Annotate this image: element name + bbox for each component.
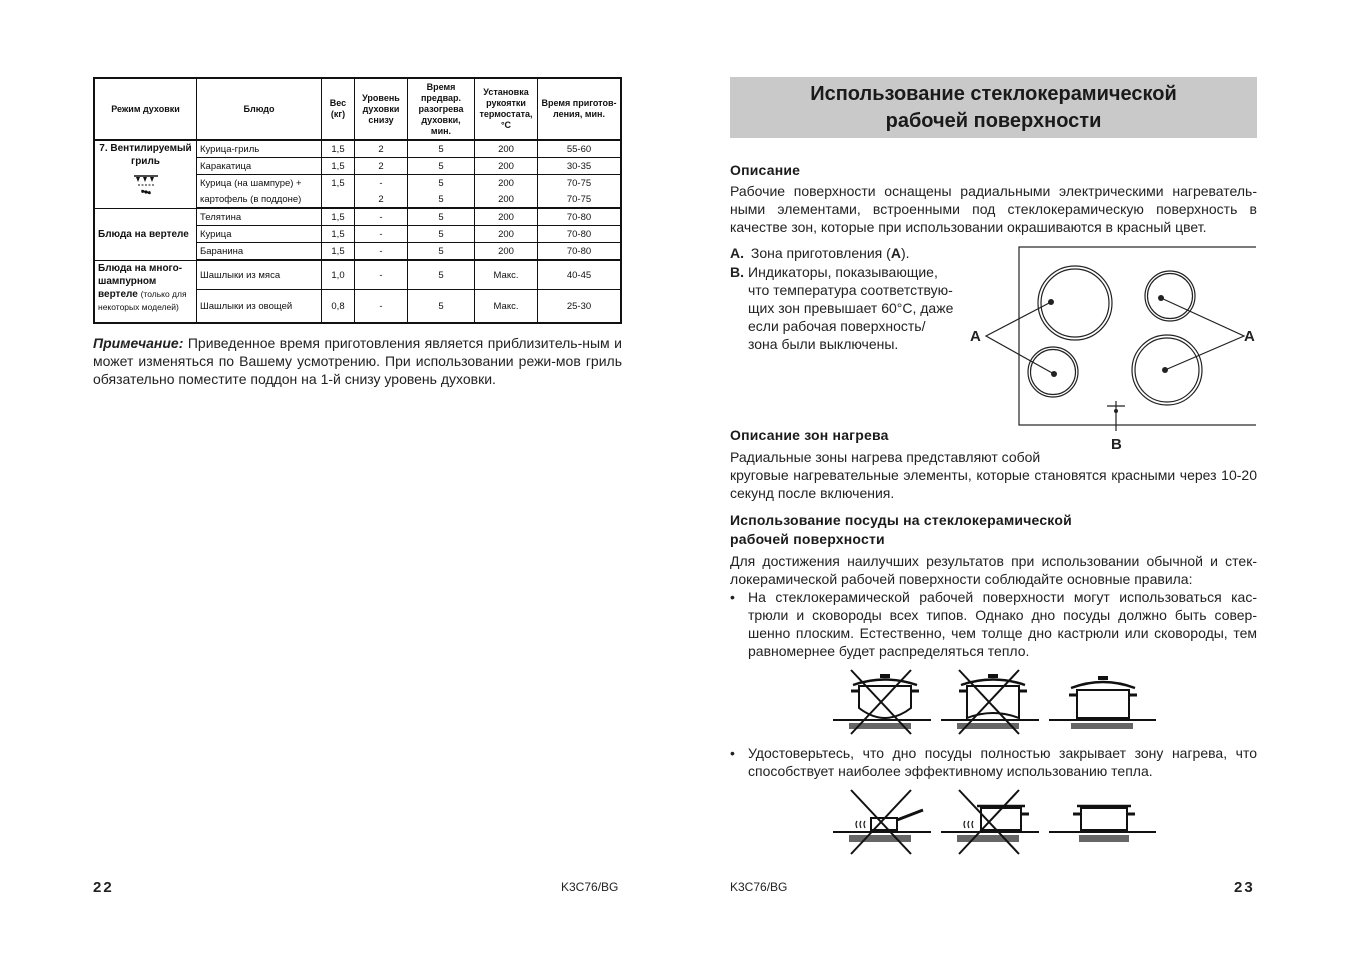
pot-too-small-icon xyxy=(941,790,1039,854)
item-b-line: что температура соответствую- xyxy=(748,282,953,298)
item-b-line: если рабочая поверхность/ xyxy=(748,318,926,334)
item-b-line: зона были выключены. xyxy=(748,336,899,352)
item-b-label: B. xyxy=(730,264,744,280)
oven-modes-table xyxy=(93,77,622,324)
mode-cell-fan-grill xyxy=(94,140,197,208)
cookware-intro: Для достижения наилучших результатов при использовании обычной и стек-локерамической рабочей поверхности соблюдайте основные правила: xyxy=(730,553,1257,587)
thermostat-cell: 200 xyxy=(475,140,538,158)
right-page xyxy=(676,0,1351,954)
zone-rear-right-small xyxy=(1145,271,1195,321)
mode-label: Блюда на много-шампурном вертеле xyxy=(98,262,183,300)
dish-cell: Курица-гриль xyxy=(197,140,322,158)
page-number-right: 23 xyxy=(1234,879,1255,896)
preheat-cell: 5 xyxy=(408,158,475,175)
dish-cell: Телятина xyxy=(197,208,322,226)
time-cell: 70-75 xyxy=(538,191,622,208)
dish-cell: Баранина xyxy=(197,243,322,261)
note-paragraph xyxy=(93,334,622,388)
item-a-text: Зона приготовления ( xyxy=(747,245,891,261)
pot-wrong-convex-icon xyxy=(833,670,931,734)
item-b-line: Индикаторы, показывающие, xyxy=(748,264,938,280)
level-cell: 2 xyxy=(355,140,408,158)
weight-cell: 0,8 xyxy=(322,290,355,324)
mode-note: (только для некоторых моделей) xyxy=(98,288,187,312)
level-cell: - xyxy=(355,243,408,261)
pot-wrong-concave-icon xyxy=(941,670,1039,734)
page-number-left: 22 xyxy=(93,879,114,896)
bullet-flat-bottom xyxy=(730,588,1257,660)
table-header-row xyxy=(94,78,621,140)
preheat-cell: 5 xyxy=(408,175,475,192)
thermostat-cell: Макс. xyxy=(475,290,538,324)
time-cell: 70-80 xyxy=(538,226,622,243)
dish-cell: Шашлыки из овощей xyxy=(197,290,322,324)
table-header-dish: Блюдо xyxy=(197,78,322,140)
level-cell: 2 xyxy=(355,191,408,208)
pot-bottom-illustrations xyxy=(831,668,1161,736)
thermostat-cell: 200 xyxy=(475,175,538,192)
dish-cell: Каракатица xyxy=(197,158,322,175)
weight-cell xyxy=(322,191,355,208)
cookware-heading-line-1: Использование посуды на стеклокерамической xyxy=(730,512,1072,528)
item-b xyxy=(730,263,962,353)
time-cell: 25-30 xyxy=(538,290,622,324)
cookware-heading-line-2: рабочей поверхности xyxy=(730,531,885,547)
weight-cell: 1,0 xyxy=(322,260,355,290)
preheat-cell: 5 xyxy=(408,243,475,261)
zones-text-line-1: Радиальные зоны нагрева представляют собой xyxy=(730,449,1041,465)
preheat-cell: 5 xyxy=(408,226,475,243)
table-header-weight: Вес (кг) xyxy=(322,78,355,140)
label-a-left: A xyxy=(970,328,981,345)
table-row xyxy=(94,208,621,226)
label-b: B xyxy=(1111,436,1122,453)
bullet-symbol: • xyxy=(730,745,735,761)
thermostat-cell: 200 xyxy=(475,191,538,208)
item-a-close: ). xyxy=(900,245,910,261)
item-a xyxy=(730,244,910,262)
bullet-text: Удостоверьтесь, что дно посуды полностью закрывает зону нагрева, что способствует наиболее эффективному использованию тепла. xyxy=(748,745,1257,779)
bullet-text: На стеклокерамической рабочей поверхности могут использоваться кас-трюли и сковороды всех типов. Однако дно посуды должно быть совер-шенно плоским. Естественно, чем толще дно кастрюли или сковороды, тем равномернее будет распределяться тепло. xyxy=(748,589,1257,659)
time-cell: 40-45 xyxy=(538,260,622,290)
thermostat-cell: 200 xyxy=(475,158,538,175)
preheat-cell: 5 xyxy=(408,260,475,290)
model-code-left: K3C76/BG xyxy=(561,880,619,894)
label-a-right: A xyxy=(1244,328,1255,345)
weight-cell: 1,5 xyxy=(322,243,355,261)
table-header-time: Время приготов-ления, мин. xyxy=(538,78,622,140)
cooktop-outline xyxy=(1019,247,1256,425)
thermostat-cell: 200 xyxy=(475,226,538,243)
table-row xyxy=(94,140,621,158)
preheat-cell: 5 xyxy=(408,191,475,208)
mode-label: 7. Вентилируемый гриль xyxy=(99,143,192,167)
indicator-dot xyxy=(1114,409,1118,413)
description-text: Рабочие поверхности оснащены радиальными электрическими нагреватель-ными элементами, встроенными под стеклокерамическую поверхность в качестве зон, которые при использовании окрашиваются в красный цвет. xyxy=(730,183,1257,235)
weight-cell: 1,5 xyxy=(322,140,355,158)
item-b-text xyxy=(748,263,962,353)
thermostat-cell: Макс. xyxy=(475,260,538,290)
thermostat-cell: 200 xyxy=(475,208,538,226)
item-a-bold: A xyxy=(890,245,901,261)
dish-cell: Курица xyxy=(197,226,322,243)
preheat-cell: 5 xyxy=(408,290,475,324)
table-header-thermostat: Установка рукоятки термостата, °С xyxy=(475,78,538,140)
preheat-cell: 5 xyxy=(408,208,475,226)
time-cell: 70-80 xyxy=(538,208,622,226)
page-title xyxy=(730,77,1257,138)
time-cell: 30-35 xyxy=(538,158,622,175)
mode-cell-multi-skewer xyxy=(94,260,197,323)
level-cell: - xyxy=(355,226,408,243)
thermostat-cell: 200 xyxy=(475,243,538,261)
level-cell: 2 xyxy=(355,158,408,175)
pot-correct-size-icon xyxy=(1049,806,1156,842)
description-heading: Описание xyxy=(730,162,801,178)
table-header-mode: Режим духовки xyxy=(94,78,197,140)
pan-too-small-icon xyxy=(833,790,931,854)
zones-heading: Описание зон нагрева xyxy=(730,427,889,443)
time-cell: 70-80 xyxy=(538,243,622,261)
cooktop-diagram xyxy=(966,240,1256,455)
bullet-cover-zone xyxy=(730,744,1257,780)
time-cell: 55-60 xyxy=(538,140,622,158)
note-label: Примечание: xyxy=(93,335,184,351)
page-title-line-2: рабочей поверхности xyxy=(885,110,1102,132)
table-row xyxy=(94,260,621,290)
table-header-level: Уровень духовки снизу xyxy=(355,78,408,140)
time-cell: 70-75 xyxy=(538,175,622,192)
dish-cell: картофель (в поддоне) xyxy=(197,191,322,208)
model-code-right: K3C76/BG xyxy=(730,880,788,894)
preheat-cell: 5 xyxy=(408,140,475,158)
level-cell: - xyxy=(355,260,408,290)
page-title-line-1: Использование стеклокерамической xyxy=(810,83,1177,105)
dish-cell: Курица (на шампуре) + xyxy=(197,175,322,192)
pot-size-illustrations xyxy=(831,788,1161,856)
table-header-preheat: Время предвар. разогрева духовки, мин. xyxy=(408,78,475,140)
note-text: Приведенное время приготовления является приблизитель-ным и может изменяться по Вашему усмотрению. При использовании режи-мов гриль обязательно поместите поддон на 1-й снизу уровень духовки. xyxy=(93,335,622,387)
level-cell: - xyxy=(355,175,408,192)
item-a-label: A. xyxy=(730,245,744,261)
weight-cell: 1,5 xyxy=(322,158,355,175)
bullet-symbol: • xyxy=(730,589,735,605)
level-cell: - xyxy=(355,208,408,226)
zones-text-rest: круговые нагревательные элементы, которые становятся красными через 10-20 секунд после включения. xyxy=(730,467,1257,501)
fan-grill-icon xyxy=(98,174,193,204)
mode-cell-rotisserie: Блюда на вертеле xyxy=(94,208,197,260)
weight-cell: 1,5 xyxy=(322,226,355,243)
dish-cell: Шашлыки из мяса xyxy=(197,260,322,290)
level-cell: - xyxy=(355,290,408,324)
item-b-line: щих зон превышает 60°С, даже xyxy=(748,300,954,316)
weight-cell: 1,5 xyxy=(322,208,355,226)
weight-cell: 1,5 xyxy=(322,175,355,192)
pot-correct-flat-icon xyxy=(1049,676,1156,729)
